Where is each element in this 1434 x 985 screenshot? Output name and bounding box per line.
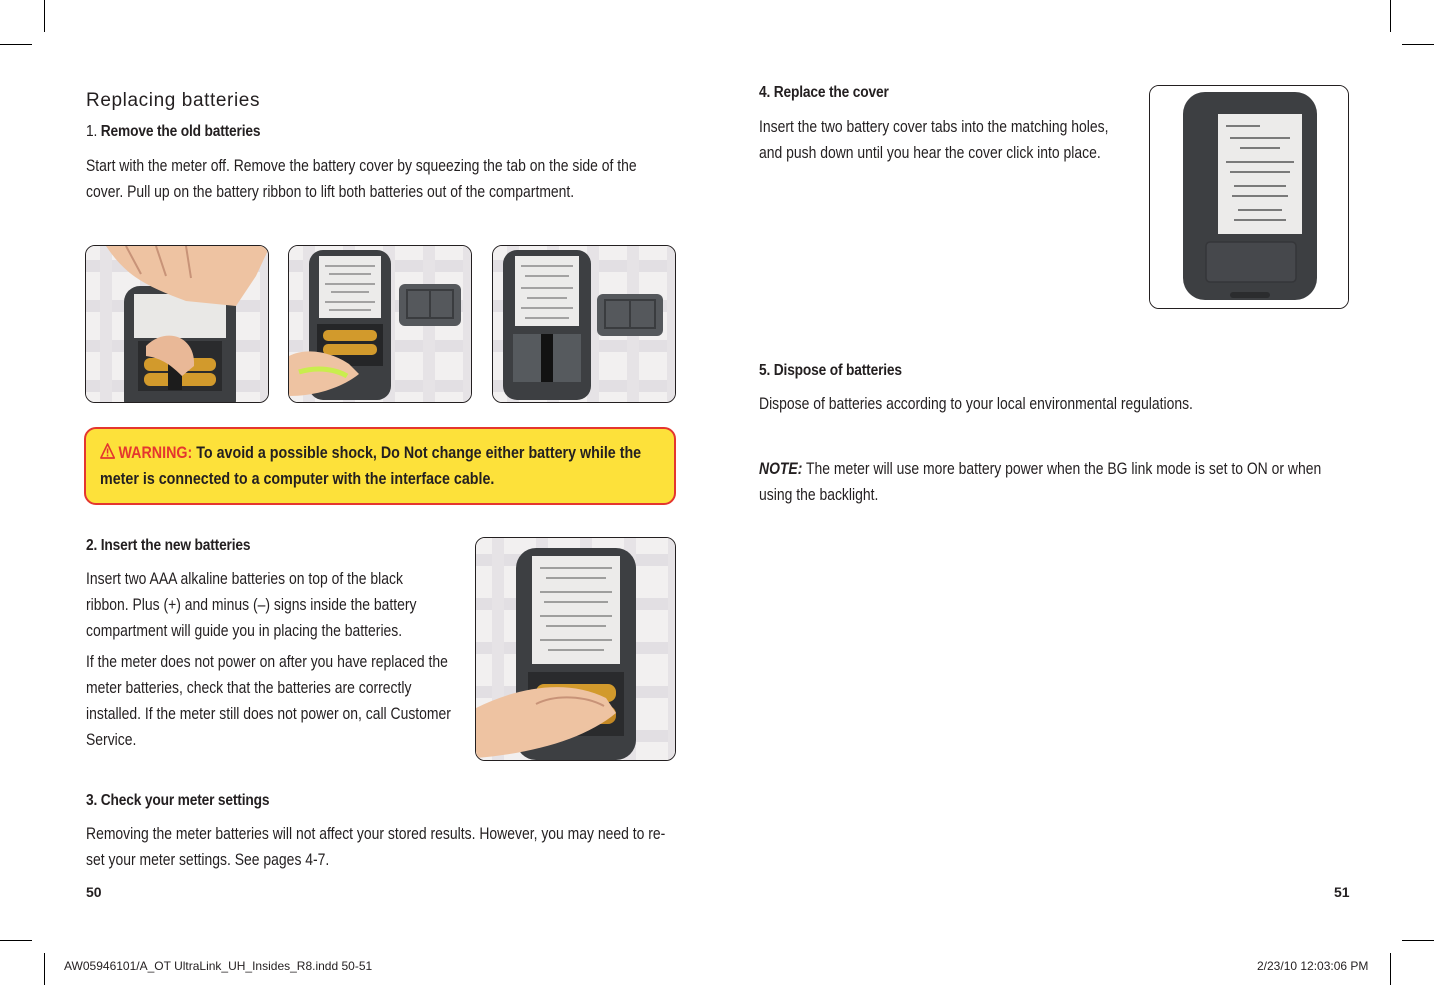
note-block (759, 456, 1349, 508)
illustration-insert-battery (475, 537, 676, 761)
step1-body: Start with the meter off. Remove the battery cover by squeezing the tab on the side of the cover. Pull up on the battery ribbon to lift both batteries out of the compartment. (86, 156, 637, 201)
step5-heading: 5. Dispose of batteries (759, 362, 902, 379)
warning-callout (84, 427, 676, 505)
page-number-right: 51 (1334, 884, 1350, 900)
illustration-remove-cover (85, 245, 269, 403)
slug-file-info: AW05946101/A_OT UltraLink_UH_Insides_R8.indd 50-51 (64, 959, 373, 973)
crop-mark (0, 44, 32, 45)
crop-mark (0, 940, 32, 941)
warning-icon (100, 440, 118, 466)
warning-text-block (100, 440, 654, 492)
warning-message: To avoid a possible shock, Do Not change either battery while the meter is connected to a computer with the interface cable. (100, 443, 642, 488)
crop-mark (44, 953, 45, 985)
note-text: The meter will use more battery power when the BG link mode is set to ON or when using the backlight. (759, 459, 1322, 504)
step4-heading: 4. Replace the cover (759, 84, 889, 101)
step3-heading: 3. Check your meter settings (86, 792, 270, 809)
step4-body: Insert the two battery cover tabs into the matching holes, and push down until you hear the cover click into place. (759, 117, 1109, 162)
crop-mark (1402, 44, 1434, 45)
crop-mark (1390, 953, 1391, 985)
slug-timestamp: 2/23/10 12:03:06 PM (1257, 959, 1369, 973)
section-title: Replacing batteries (86, 90, 261, 111)
illustration-empty-compartment (492, 245, 676, 403)
illustration-cover-replaced (1149, 85, 1349, 309)
warning-label: WARNING: (118, 443, 193, 462)
step1-title: Remove the old batteries (100, 123, 261, 140)
step2-heading: 2. Insert the new batteries (86, 537, 251, 554)
crop-mark (1402, 940, 1434, 941)
step3-body: Removing the meter batteries will not affect your stored results. However, you may need to re-set your meter settings. See pages 4-7. (86, 824, 666, 869)
crop-mark (1390, 0, 1391, 32)
step5-body: Dispose of batteries according to your local environmental regulations. (759, 394, 1193, 413)
note-label: NOTE: (759, 459, 803, 478)
illustration-lift-ribbon (288, 245, 472, 403)
step1-number: 1. (86, 123, 101, 140)
page-number-left: 50 (86, 884, 102, 900)
step1-heading (86, 123, 260, 141)
step2-body-1: Insert two AAA alkaline batteries on top of the black ribbon. Plus (+) and minus (–) signs inside the battery compartment will guide you in placing the batteries. (86, 569, 417, 640)
step2-body-2: If the meter does not power on after you have replaced the meter batteries, check that the batteries are correctly installed. If the meter still does not power on, call Customer Service. (86, 652, 451, 749)
crop-mark (44, 0, 45, 32)
